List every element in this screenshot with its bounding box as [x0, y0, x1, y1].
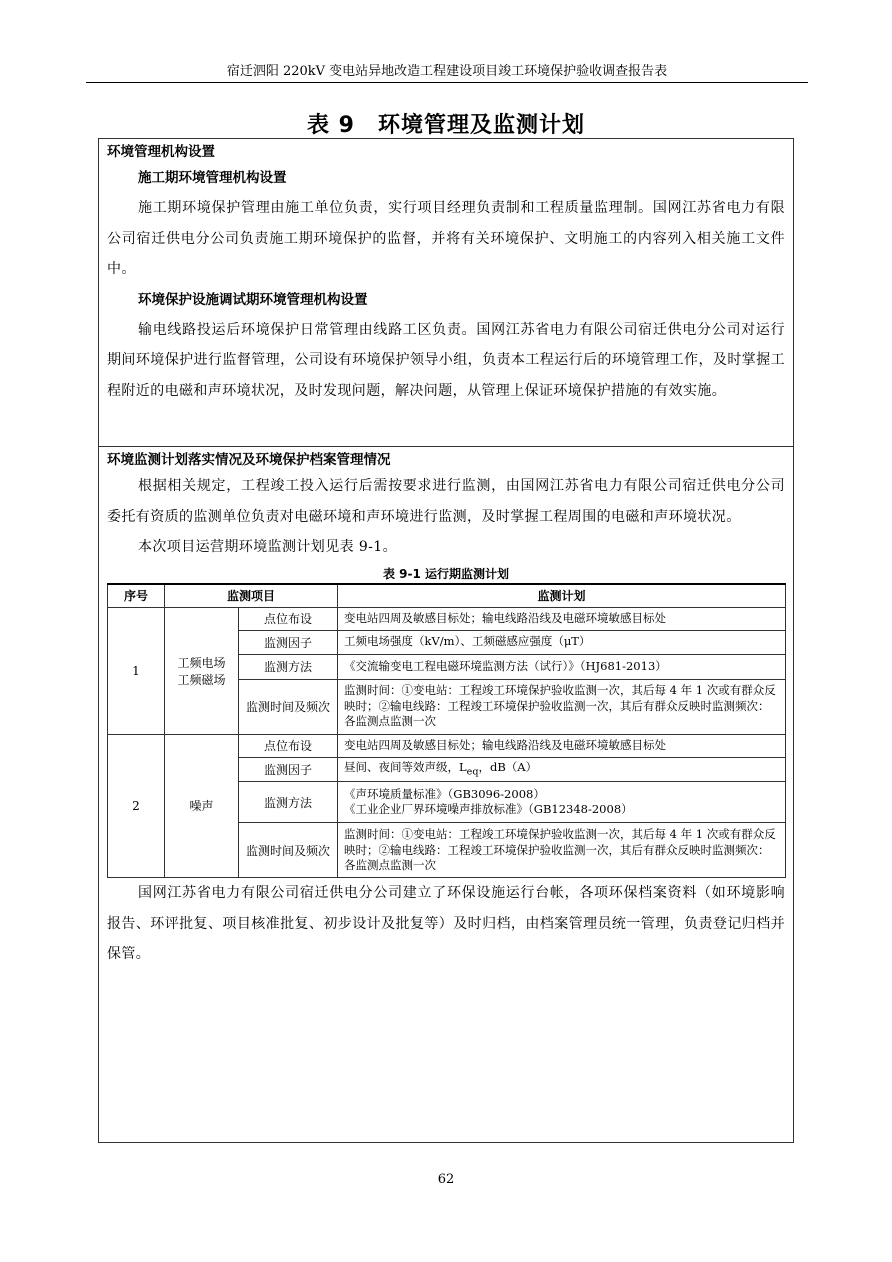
- page-number: 62: [437, 1172, 455, 1187]
- header-plan: 监测计划: [338, 584, 786, 608]
- paragraph: 施工期环境保护管理由施工单位负责，实行项目经理负责制和工程质量监理制。国网江苏省电力有限公司宿迁供电分公司负责施工期环境保护的监督，并将有关环境保护、文明施工的内容列入相关施工文件中。: [107, 200, 785, 277]
- table-header-row: [108, 584, 786, 608]
- row-label: 监测方法: [239, 782, 338, 823]
- item-line: 工频磁场: [177, 672, 226, 687]
- paragraph: 国网江苏省电力有限公司宿迁供电分公司建立了环保设施运行台帐，各项环保档案资料（如环境影响报告、环评批复、项目核准批复、初步设计及批复等）及时归档，由档案管理员统一管理，负责登记归档并保管。: [107, 885, 785, 963]
- plan-cell: 变电站四周及敏感目标处；输电线路沿线及电磁环境敏感目标处: [338, 607, 786, 630]
- plan-cell: 变电站四周及敏感目标处；输电线路沿线及电磁环境敏感目标处: [338, 734, 786, 757]
- row-label: 监测因子: [239, 757, 338, 782]
- page-title: 表 9 环境管理及监测计划: [307, 113, 585, 138]
- paragraph: 根据相关规定，工程竣工投入运行后需按要求进行监测，由国网江苏省电力有限公司宿迁供电分公司委托有资质的监测单位负责对电磁环境和声环境进行监测，及时掌握工程周围的电磁和声环境状况。: [107, 478, 785, 525]
- section-heading: 环境管理机构设置: [107, 144, 215, 160]
- header-no: 序号: [108, 584, 165, 608]
- plan-line: 《工业企业厂界环境噪声排放标准》（GB12348-2008）: [344, 802, 633, 817]
- plan-cell: 工频电场强度（kV/m）、工频磁感应强度（μT）: [338, 630, 786, 654]
- plan-text: 昼间、夜间等效声级，L: [344, 759, 467, 774]
- row-label: 监测时间及频次: [239, 679, 338, 734]
- row-label: 监测时间及频次: [239, 823, 338, 878]
- subsection-heading: 施工期环境管理机构设置: [138, 170, 287, 186]
- table-row: [108, 607, 786, 630]
- monitoring-section: [98, 446, 794, 1143]
- table-row: [108, 734, 786, 757]
- monitoring-plan-table: [107, 583, 786, 879]
- row-label: 点位布设: [239, 607, 338, 630]
- management-section: [98, 138, 794, 447]
- running-header: 宿迁泗阳 220kV 变电站异地改造工程建设项目竣工环境保护验收调查报告表: [86, 64, 808, 83]
- paragraph: 输电线路投运后环境保护日常管理由线路工区负责。国网江苏省电力有限公司宿迁供电分公司对运行期间环境保护进行监督管理，公司设有环境保护领导小组，负责本工程运行后的环境管理工作，及时掌握工程附近的电磁和声环境状况，及时发现问题，解决问题，从管理上保证环境保护措施的有效实施。: [107, 321, 785, 399]
- plan-cell: 监测时间：①变电站：工程竣工环境保护验收监测一次，其后每 4 年 1 次或有群众反映时；②输电线路：工程竣工环境保护验收监测一次，其后有群众反映时监测频次：各监测点监测一次: [338, 679, 786, 734]
- plan-text: ，dB（A）: [478, 759, 538, 774]
- row-label: 监测因子: [239, 630, 338, 654]
- plan-line: 《声环境质量标准》（GB3096-2008）: [344, 786, 545, 801]
- monitoring-item: 噪声: [165, 734, 239, 878]
- paragraph: 本次项目运营期环境监测计划见表 9-1。: [138, 539, 397, 555]
- row-number: 2: [108, 734, 165, 878]
- monitoring-item: [165, 607, 239, 734]
- plan-cell: [338, 782, 786, 823]
- plan-cell: [338, 757, 786, 782]
- row-number: 1: [108, 607, 165, 734]
- plan-cell: 监测时间：①变电站：工程竣工环境保护验收监测一次，其后每 4 年 1 次或有群众反映时；②输电线路：工程竣工环境保护验收监测一次，其后有群众反映时监测频次：各监测点监测一次: [338, 823, 786, 878]
- section-heading: 环境监测计划落实情况及环境保护档案管理情况: [107, 452, 391, 468]
- table-caption: 表 9-1 运行期监测计划: [382, 566, 510, 581]
- plan-subscript: eq: [466, 765, 479, 777]
- plan-cell: 《交流输变电工程电磁环境监测方法（试行）》（HJ681-2013）: [338, 654, 786, 679]
- row-label: 监测方法: [239, 654, 338, 679]
- row-label: 点位布设: [239, 734, 338, 757]
- item-line: 工频电场: [177, 655, 226, 670]
- header-item: 监测项目: [165, 584, 338, 608]
- subsection-heading: 环境保护设施调试期环境管理机构设置: [138, 291, 368, 308]
